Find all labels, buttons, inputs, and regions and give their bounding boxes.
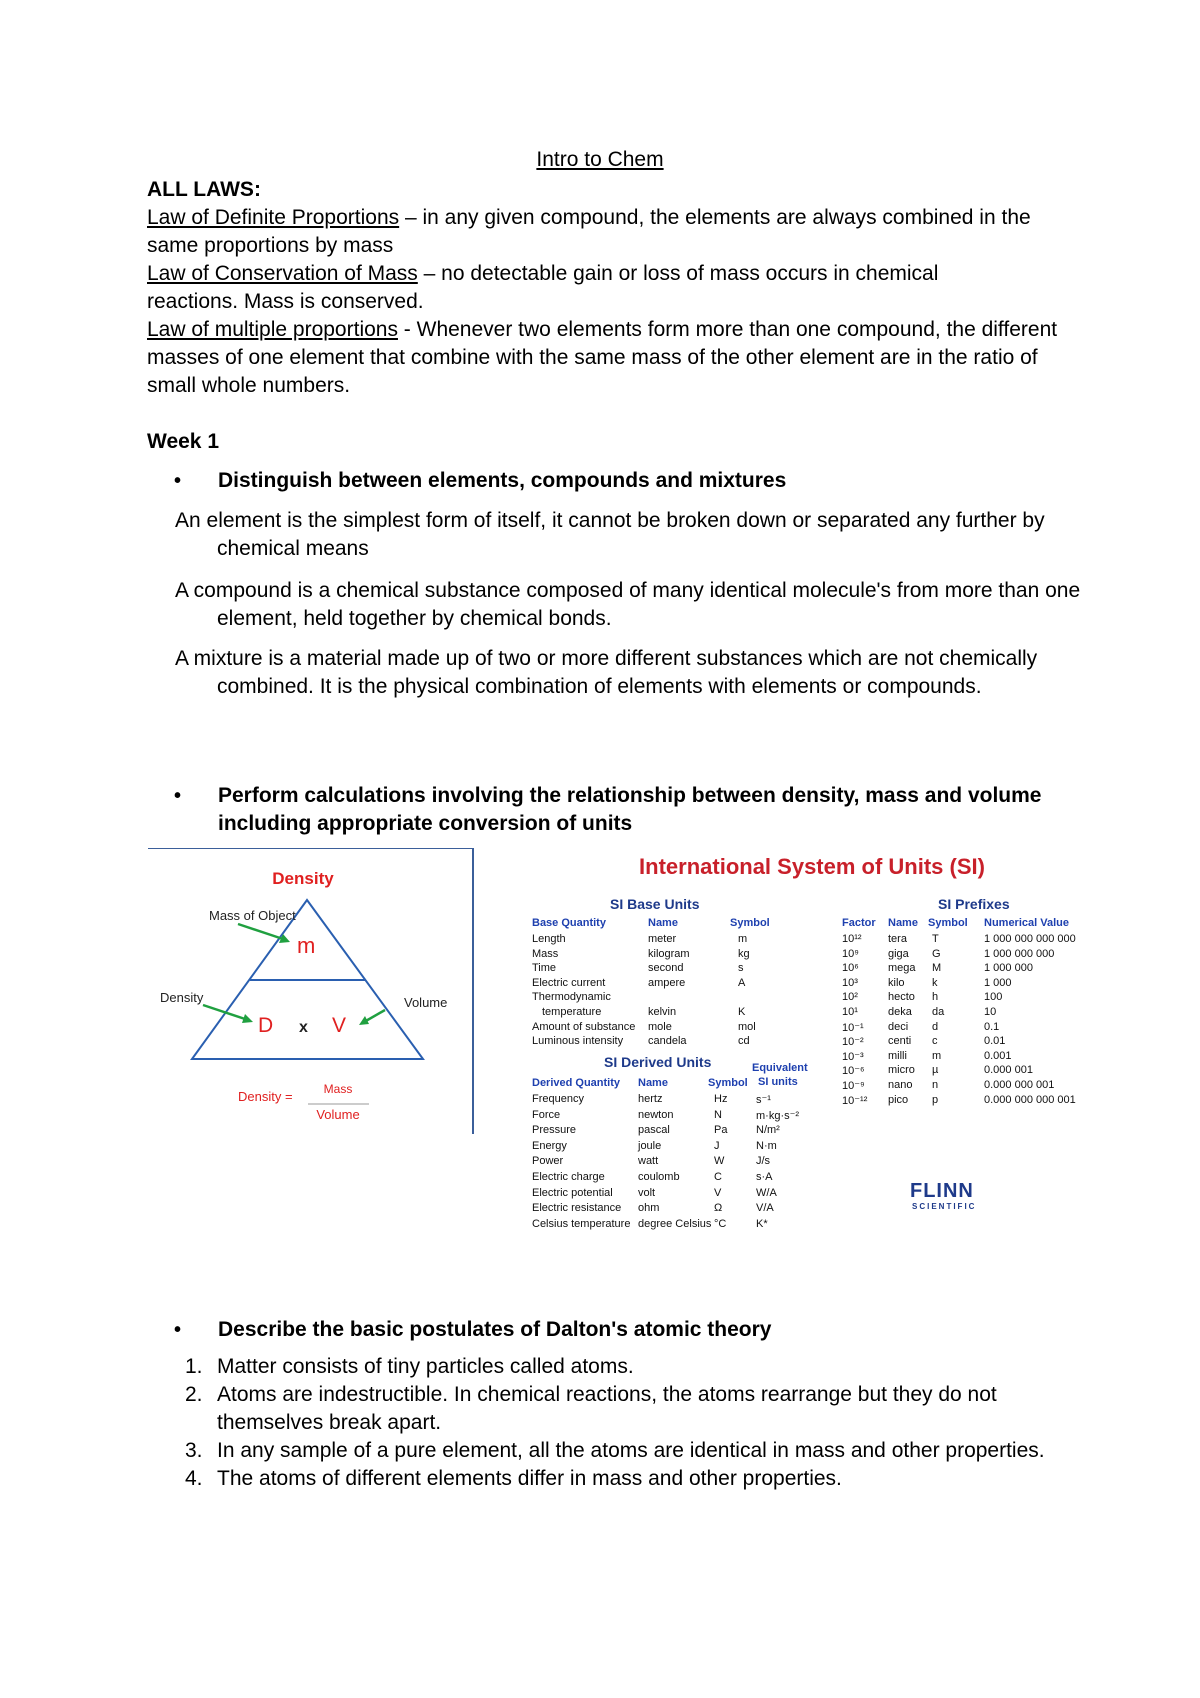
si-prefixes-title: SI Prefixes [938,896,1010,912]
derived-unit-row-cell: m·kg·s⁻² [756,1109,800,1122]
derived-unit-row-cell: °C [714,1217,727,1230]
prefix-row-cell: 10⁻¹² [842,1094,868,1107]
derived-unit-row-cell: J/s [756,1155,771,1168]
prefix-row-cell: 0.000 000 001 [984,1079,1055,1091]
base-header-quantity: Base Quantity [532,917,606,929]
prefix-row-cell: 1 000 000 [984,962,1033,975]
prefix-row-cell: milli [888,1049,907,1062]
derived-unit-row-cell: volt [638,1186,656,1199]
derived-unit-row-cell: C [714,1171,722,1183]
density-title: Density [272,869,334,888]
derived-header-quantity: Derived Quantity [532,1077,621,1089]
derived-unit-row-cell: Power [532,1155,564,1168]
prefix-row-cell: m [932,1049,942,1062]
prefix-row-cell: p [932,1093,939,1106]
prefix-row-cell: G [932,947,941,960]
list-text: Matter consists of tiny particles called atoms. [217,1355,634,1378]
d-letter: D [258,1014,274,1037]
si-units-chart [514,854,1110,1252]
prefix-row-cell: 0.001 [984,1049,1012,1062]
derived-header-equivalent: Equivalent [752,1062,808,1074]
flinn-logo: FLINN [910,1180,974,1202]
derived-unit-row-cell: Electric resistance [532,1202,622,1215]
si-chart-title: International System of Units (SI) [639,854,985,879]
prefix-row-cell: deci [888,1020,909,1033]
base-unit-row-cell: mol [738,1020,756,1033]
prefix-row-cell: 1 000 000 000 000 [984,933,1076,945]
derived-unit-row-cell: hertz [638,1093,663,1105]
prefix-row-cell: 10 [984,1006,997,1018]
prefix-row-cell: da [932,1006,945,1018]
document-page: Intro to Chem ALL LAWS: Law of Definite Proportions – in any given compound, the elements are always combined in the same proportions by mass Law of Conservation of Mass – no detectable gain or loss of mass occurs in chemical reactions. Mass is conserved. Law of multiple proportions - Whenever two elements form more than one compound, the different masses of one element that combine with the same mass of the other element are in the ratio of small whole numbers. Week 1 • Distinguish between elements, compounds and mixtures An element is the simplest form of itself, it cannot be broken down or separated any further by chemical means A compound is a chemical substance composed of many identical molecule's from more than one element, held together by chemical bonds. A mixture is a material made up of two or more different substances which are not chemically combined. It is the physical combination of elements with elements or compounds. • Perform calculations involving the relationship between density, mass and volume including appropriate conversion of units Density Mass of Object m Density D x V Volume Density = Mass Volume International System of Units (SI) SI Base Units Base Quantity Name Symbol Length meter m Mass kilogram kg Time second s Electric current ampere A Thermodynamic temperature kelvin K Amount of substance mole mol Luminous intensity candela cd SI Derived Units Derived Quantity Name Symbol Equivalent SI units Frequency hertz Hz s⁻¹ Force newton N m·kg·s⁻² Pressure pascal Pa N/m² Energy joule J N·m Power watt W J/s Electric charge coulomb C s·A Electric potential volt V W/A Electric resistance ohm Ω V/A Celsius temperature degree Celsius °C K* SI Prefixes Factor Name Symbol Numerical Value 10¹² tera T 1 000 000 000 000 10⁹ giga G 1 000 000 000 10⁶ mega M 1 000 000 10³ kilo k 1 000 10² hecto h 100 10¹ deka da 10 10⁻¹ deci d 0.1 10⁻² centi c 0.01 10⁻³ milli m 0.001 10⁻⁶ micro µ 0.000 001 10⁻⁹ nano n 0.000 000 001 10⁻¹² pico p 0.000 000 000 001 FLINN SCIENTIFIC • Describe the basic postulates of Dalton's atomic theory 1. Matter consists of tiny particles called atoms. 2. Atoms are indestructible. In chemical reactions, the atoms rearrange but they do not themselves break apart. 3. In any sample of a pure element, all the atoms are identical in mass and other properties. 4. The atoms of different elements differ in mass and other properties. [0,0,1200,1698]
derived-unit-row-cell: Pressure [532,1124,577,1137]
derived-unit-row-cell: coulomb [638,1171,680,1183]
base-header-name: Name [648,917,678,929]
prefix-row-cell: 10³ [842,976,858,989]
list-number: 1. [185,1355,203,1378]
law-text: - Whenever two elements form more than one compound, the different masses of one element that combine with the same mass of the other element are in the ratio of small whole numbers. [147,318,1058,397]
prefix-row-cell: 10¹² [842,933,862,945]
postulate-list [185,1353,1085,1493]
derived-unit-row-cell: N·m [756,1139,777,1152]
derived-unit-row-cell: s⁻¹ [756,1094,771,1106]
formula-numerator: Mass [323,1082,353,1096]
mass-arrow [238,924,286,940]
prefix-row-cell: giga [888,947,909,960]
derived-unit-row-cell: W/A [756,1186,777,1199]
formula-denominator: Volume [316,1107,360,1122]
base-unit-row-cell: Thermodynamic [532,991,611,1004]
derived-unit-row-cell: Electric charge [532,1171,605,1183]
base-unit-row-cell: kilogram [648,947,690,960]
week-heading: Week 1 [147,430,219,453]
density-arrow [203,1005,248,1020]
derived-unit-row-cell: V/A [756,1202,774,1215]
prefix-row-cell: centi [888,1035,912,1048]
derived-unit-row-cell: degree Celsius [638,1217,712,1230]
derived-unit-row-cell: Celsius temperature [532,1217,631,1230]
prefix-row-cell: pico [888,1093,909,1106]
list-item [185,1381,1085,1437]
density-triangle-diagram [148,848,474,1134]
prefix-row-cell: kilo [888,976,905,989]
law-text: – no detectable gain or loss of mass occurs in chemical reactions. Mass is conserved. [147,262,939,313]
volume-arrow [364,1010,385,1022]
prefix-header-symbol: Symbol [928,917,968,929]
derived-unit-row-cell: Electric potential [532,1186,613,1199]
derived-unit-row-cell: Frequency [532,1093,584,1105]
prefix-row-cell: 10⁻⁹ [842,1080,865,1092]
law-conservation-of-mass [147,260,1007,316]
mass-of-object-label: Mass of Object [209,908,296,923]
m-letter: m [297,933,316,958]
list-text: Atoms are indestructible. In chemical reactions, the atoms rearrange but they do not themselves break apart. [217,1383,997,1434]
list-number: 2. [185,1383,203,1406]
si-derived-units-title: SI Derived Units [604,1054,712,1070]
derived-unit-row-cell: newton [638,1108,674,1121]
law-name: Law of Definite Proportions [147,206,400,229]
base-unit-row-cell: Length [532,933,566,945]
derived-unit-row-cell: watt [638,1155,659,1168]
base-unit-row-cell: kg [738,947,750,960]
prefix-row-cell: c [932,1035,938,1048]
volume-side-label: Volume [404,995,448,1010]
density-arrowhead [242,1014,253,1023]
prefix-row-cell: M [932,962,942,975]
para-compound: A compound is a chemical substance composed of many identical molecule's from more than one element, held together by chemical bonds. [175,579,1081,630]
base-unit-row-cell: cd [738,1035,750,1048]
prefix-row-cell: 10⁻¹ [842,1021,864,1034]
prefix-row-cell: tera [888,933,907,945]
derived-unit-row-cell: Energy [532,1139,567,1152]
base-unit-row-cell: mole [648,1020,672,1033]
density-side-label: Density [160,990,204,1005]
prefix-row-cell: mega [888,962,916,975]
formula-left: Density = [238,1089,293,1104]
law-name: Law of multiple proportions [147,318,398,341]
flinn-logo-subtitle: SCIENTIFIC [912,1202,977,1211]
law-name: Law of Conservation of Mass [147,262,418,285]
prefix-row-cell: T [932,933,939,945]
list-item [185,1437,1085,1465]
prefix-row-cell: k [932,976,938,989]
base-unit-row-cell: meter [648,933,677,945]
prefix-row-cell: hecto [888,991,915,1004]
derived-header-name: Name [638,1077,668,1089]
prefix-row-cell: 10⁻⁶ [842,1065,865,1078]
base-unit-row-cell: s [738,962,744,975]
para-element: An element is the simplest form of itself, it cannot be broken down or separated any further by chemical means [175,509,1045,560]
bullet-dot: • [174,785,182,807]
list-text: The atoms of different elements differ in mass and other properties. [217,1467,842,1490]
prefix-row-cell: 10⁹ [842,947,859,960]
prefix-header-factor: Factor [842,917,876,929]
v-letter: V [332,1014,347,1037]
prefix-row-cell: 0.000 001 [984,1064,1033,1077]
base-unit-row-cell: Time [532,962,557,975]
prefix-row-cell: deka [888,1006,912,1018]
base-unit-row-cell: kelvin [648,1006,677,1018]
prefix-row-cell: 100 [984,991,1003,1004]
prefix-row-cell: n [932,1079,939,1091]
derived-unit-row-cell: N/m² [756,1124,780,1137]
base-unit-row-cell: ampere [648,976,686,989]
base-unit-row-cell: temperature [542,1006,602,1018]
base-header-symbol: Symbol [730,917,770,929]
derived-unit-row-cell: W [714,1155,725,1168]
page-title: Intro to Chem [536,148,664,171]
prefix-row-cell: 0.000 000 000 001 [984,1093,1076,1106]
base-unit-row-cell: Amount of substance [532,1020,636,1033]
derived-unit-row-cell: J [714,1139,720,1152]
prefix-row-cell: d [932,1020,939,1033]
base-unit-row-cell: Mass [532,947,559,960]
law-definite-proportions [147,204,1077,260]
derived-unit-row-cell: pascal [638,1124,670,1137]
derived-unit-row-cell: Ω [714,1202,723,1215]
derived-unit-row-cell: joule [638,1139,662,1152]
base-unit-row-cell: second [648,962,684,975]
prefix-row-cell: 0.01 [984,1035,1006,1048]
para-mixture: A mixture is a material made up of two or more different substances which are not chemically combined. It is the physical combination of elements with elements or compounds. [175,647,1038,698]
prefix-row-cell: 10⁶ [842,962,859,975]
prefix-row-cell: 10⁻² [842,1036,864,1049]
prefix-row-cell: 10¹ [842,1006,858,1018]
prefix-row-cell: 10² [842,991,858,1004]
base-unit-row-cell: candela [648,1035,687,1048]
base-unit-row-cell: m [738,933,748,945]
prefix-row-cell: 0.1 [984,1020,1000,1033]
law-multiple-proportions [147,316,1077,400]
list-item [185,1353,1085,1381]
prefix-header-value: Numerical Value [984,917,1069,929]
base-unit-row-cell: K [738,1006,746,1018]
prefix-row-cell: µ [932,1064,939,1077]
law-text: – in any given compound, the elements are always combined in the same proportions by mass [147,206,1031,257]
derived-unit-row-cell: N [714,1108,722,1121]
derived-unit-row-cell: Force [532,1108,561,1121]
derived-unit-row-cell: ohm [638,1202,660,1215]
prefix-row-cell: h [932,991,939,1004]
list-number: 4. [185,1467,203,1490]
derived-unit-row-cell: Hz [714,1093,728,1105]
derived-unit-row-cell: K* [756,1217,768,1230]
list-text: In any sample of a pure element, all the atoms are identical in mass and other properties. [217,1439,1045,1462]
base-unit-row-cell: A [738,976,746,989]
density-triangle-figure [148,848,474,1134]
derived-header-symbol: Symbol [708,1077,748,1089]
bullet-dot: • [174,470,182,492]
prefix-row-cell: 10⁻³ [842,1050,864,1063]
prefix-row-cell: nano [888,1079,913,1091]
derived-unit-row-cell: V [714,1186,722,1199]
derived-unit-row-cell: s·A [756,1171,773,1183]
list-number: 3. [185,1439,203,1462]
x-letter: x [299,1019,308,1036]
derived-unit-row-cell: Pa [714,1124,728,1137]
list-item [185,1465,1085,1493]
prefix-header-name: Name [888,917,918,929]
derived-header-si-units: SI units [758,1076,798,1088]
prefix-row-cell: 1 000 [984,976,1012,989]
base-unit-row-cell: Electric current [532,976,606,989]
prefix-row-cell: micro [888,1064,915,1077]
base-unit-row-cell: Luminous intensity [532,1035,624,1048]
bullet-dot: • [174,1319,182,1341]
si-base-units-title: SI Base Units [610,896,700,912]
prefix-row-cell: 1 000 000 000 [984,947,1055,960]
all-laws-heading: ALL LAWS: [147,178,261,201]
